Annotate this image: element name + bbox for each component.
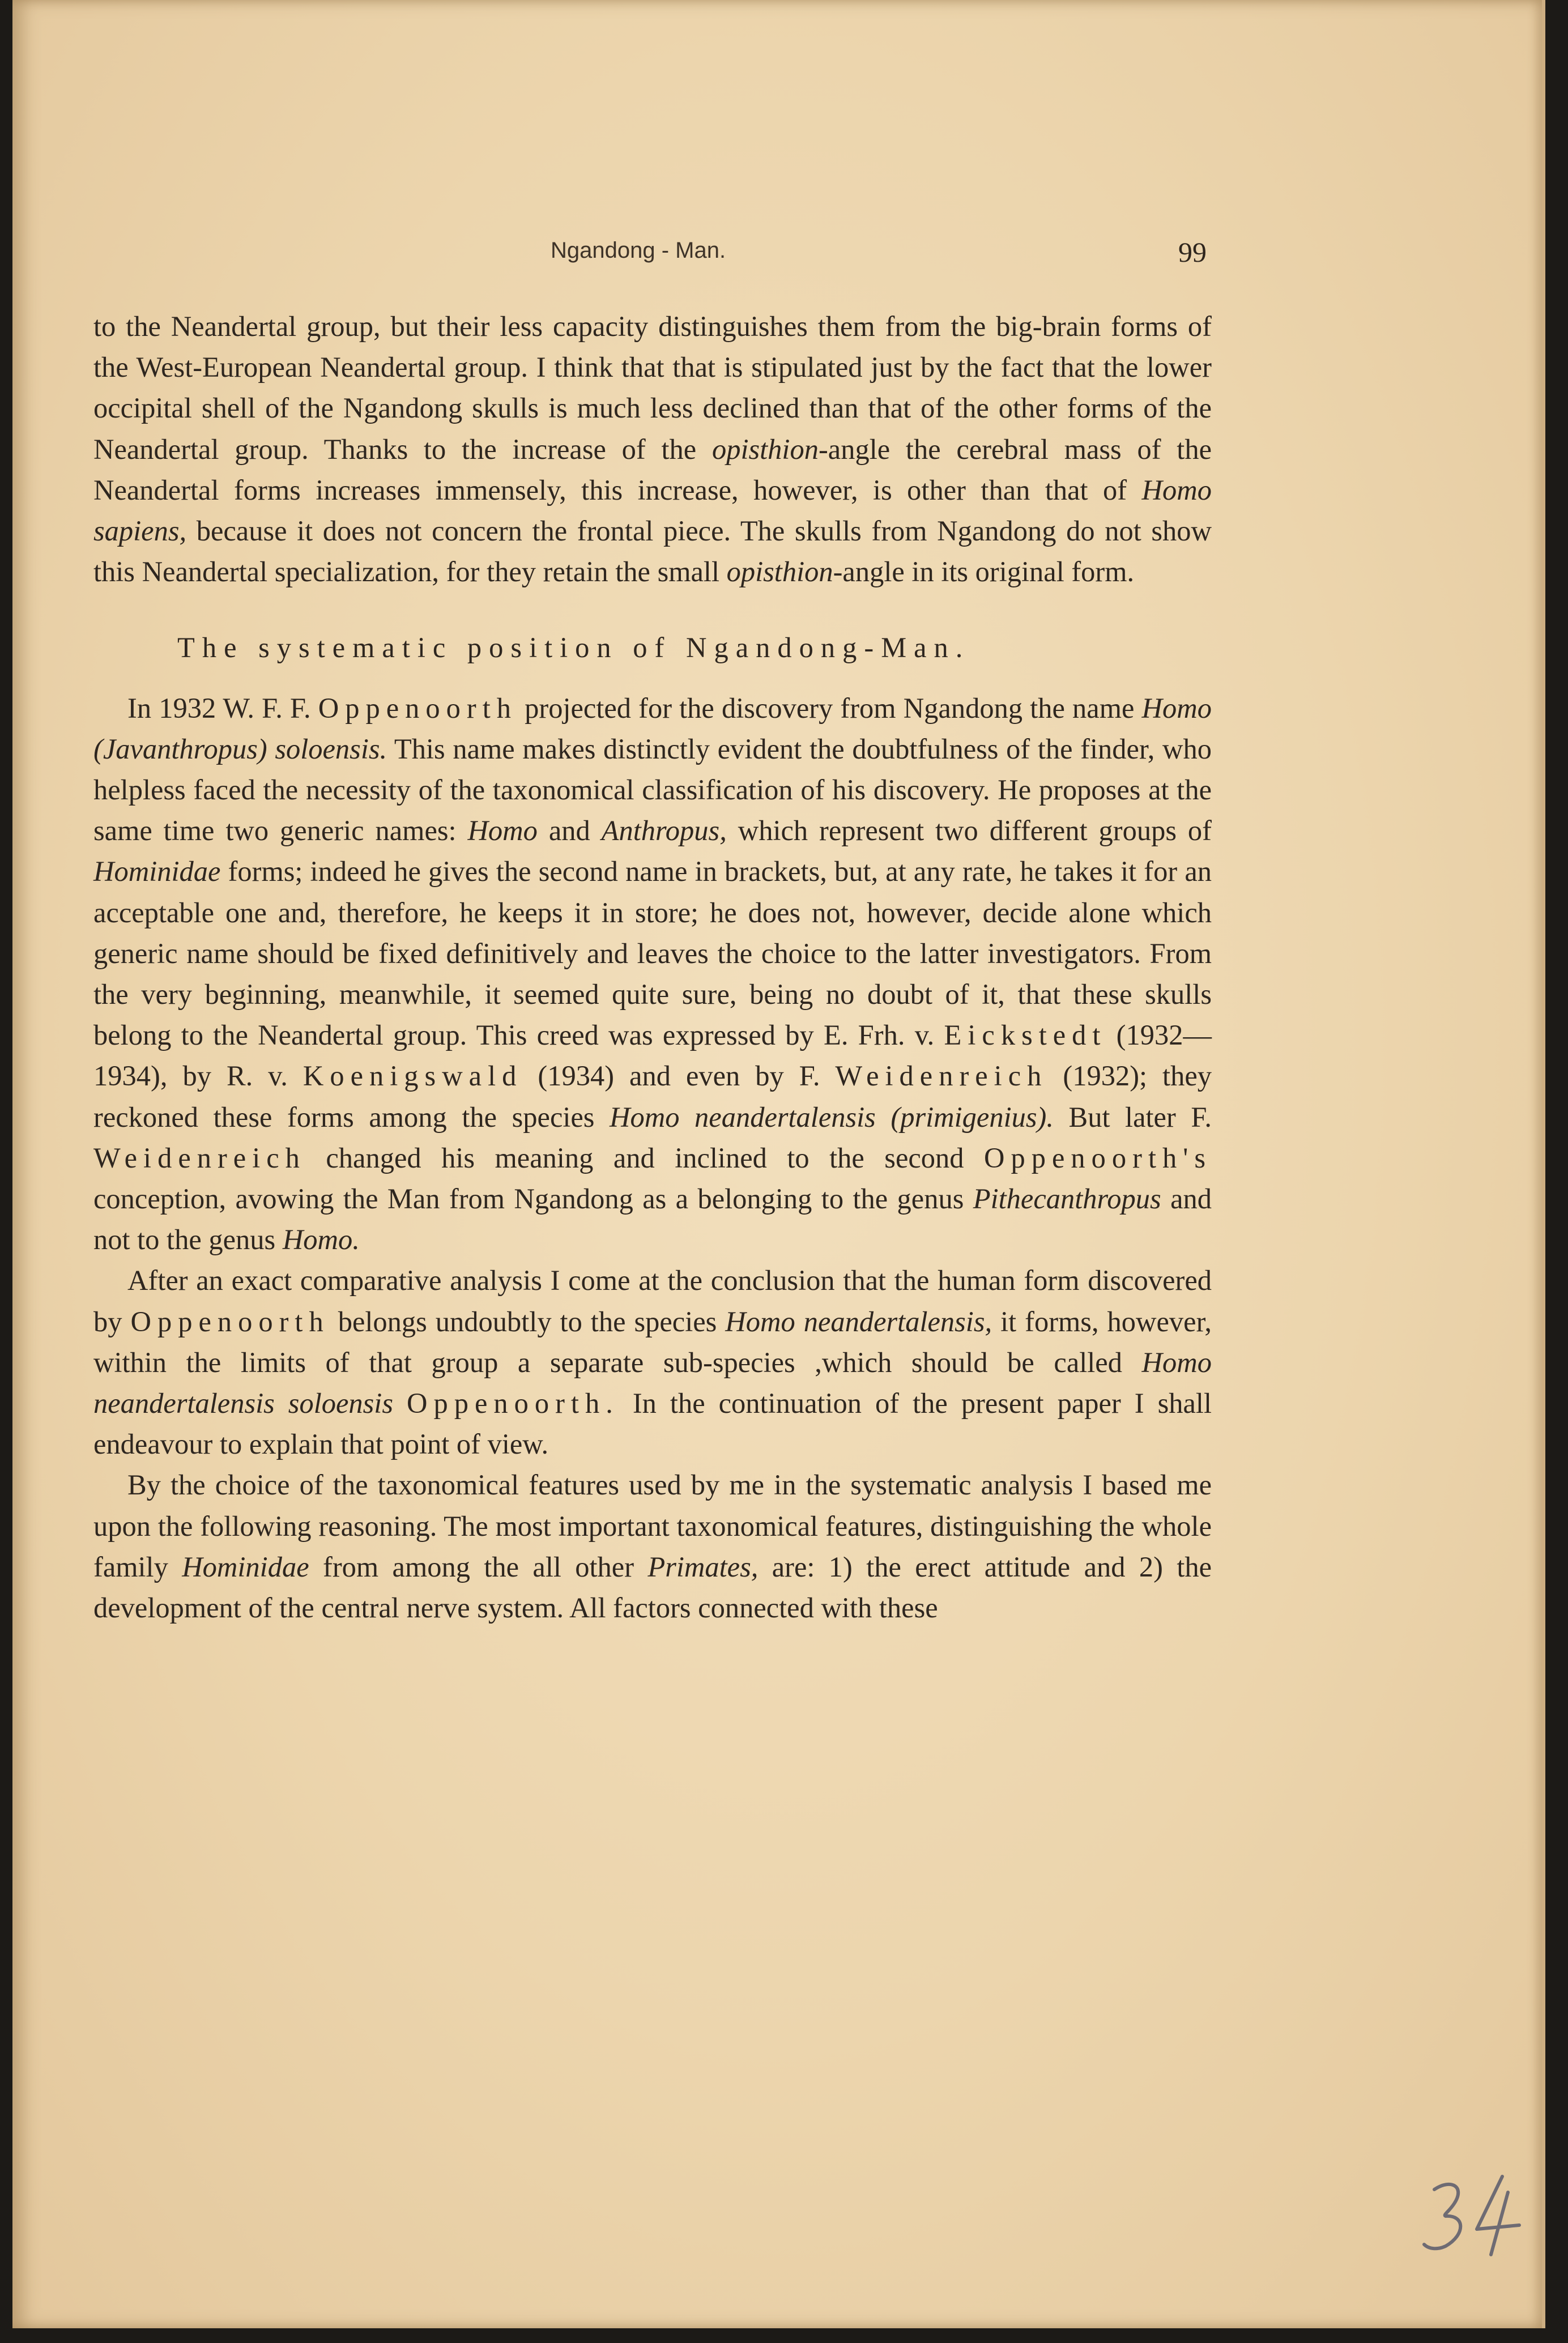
section-heading: The systematic position of Ngandong-Man. bbox=[177, 632, 970, 664]
text-run: are: 1) the erect attitude and 2) the development of the central nerve system. All factors connected with these bbox=[93, 1550, 1212, 1624]
handwritten-folio-number bbox=[1412, 2170, 1531, 2260]
author-name: Oppenoorth bbox=[130, 1305, 330, 1337]
italic-term: Anthropus, bbox=[601, 815, 727, 847]
text-run: forms; indeed he gives the second name in brackets, but, at any rate, he takes it for an acceptable one and, therefore, he keeps it in store; he does not, however, decide alone which generic name should be fixed definitively and leaves the choice to the latter investigators. From the very beginning, meanwhile, it seemed quite sure, being no doubt of it, that these skulls belong to the Neandertal group. This creed was expressed by E. Frh. v. bbox=[93, 855, 1212, 1051]
text-run: In the continuation of the present paper I shall endeavour to explain that point of view. bbox=[93, 1387, 1212, 1460]
text-run: and not to the genus bbox=[93, 1183, 1212, 1256]
text-run: (1932); they reckoned these forms among the species bbox=[93, 1060, 1212, 1133]
italic-term: Primates, bbox=[647, 1550, 759, 1583]
text-run: projected for the discovery from Ngandong the name bbox=[517, 692, 1142, 724]
text-run bbox=[393, 1387, 407, 1419]
text-run: to the Neandertal group, but their less capacity distinguishes them from the big-brain forms of the West-European Neandertal group. I think that that is stipulated just by the fact that the lower occipital shell of the Ngandong skulls is much less declined than that of the other forms of the Neandertal group. Thanks to the increase of the bbox=[93, 310, 1212, 465]
running-title: Ngandong - Man. bbox=[551, 238, 726, 263]
italic-term: Pithecanthropus bbox=[973, 1183, 1161, 1215]
italic-term: Homo. bbox=[282, 1224, 360, 1256]
text-run: -angle in its original form. bbox=[833, 556, 1135, 588]
text-run: which represent two different groups of bbox=[726, 815, 1212, 847]
italic-term: Homo neandertalensis soloensis bbox=[93, 1346, 1212, 1420]
paragraph-3 bbox=[93, 1260, 1212, 1464]
author-name: Weidenreich bbox=[835, 1060, 1048, 1092]
italic-term: opisthion bbox=[711, 433, 819, 465]
body-text bbox=[93, 306, 1212, 1628]
text-run: (1932—1934), by R. v. bbox=[93, 1019, 1212, 1092]
text-run: In 1932 W. F. F. bbox=[127, 692, 318, 724]
italic-term: Hominidae bbox=[182, 1550, 309, 1583]
text-run: This name makes distinctly evident the doubtfulness of the finder, who helpless faced the necessity of the taxonomical classification of his discovery. He proposes at the same time two generic names: bbox=[93, 732, 1212, 847]
author-name: Oppenoorth bbox=[318, 692, 518, 724]
paragraph-1 bbox=[93, 306, 1212, 592]
author-name: Weidenreich bbox=[93, 1141, 306, 1174]
text-run: it forms, however, within the limits of that group a separate sub-species ,which should be called bbox=[93, 1305, 1212, 1378]
paragraph-4 bbox=[93, 1464, 1212, 1628]
text-run: conception, avowing the Man from Ngandong as a belonging to the genus bbox=[93, 1183, 973, 1215]
paragraph-2 bbox=[93, 688, 1212, 1260]
text-run: After an exact comparative analysis I come at the conclusion that the human form discovered by bbox=[93, 1264, 1212, 1337]
italic-term: Homo sapiens, bbox=[93, 474, 1212, 547]
text-run: But later F. bbox=[1053, 1101, 1212, 1133]
author-name: Oppenoorth's bbox=[984, 1141, 1212, 1174]
author-name: Eickstedt bbox=[944, 1019, 1107, 1051]
book-page bbox=[12, 0, 1545, 2328]
text-run: By the choice of the taxonomical features used by me in the systematic analysis I based me upon the following reasoning. The most important taxonomical features, distinguishing the whole family bbox=[93, 1469, 1212, 1583]
text-run: because it does not concern the frontal piece. The skulls from Ngandong do not show this Neandertal specialization, for they retain the small bbox=[93, 515, 1212, 588]
italic-term: opisthion bbox=[726, 556, 833, 588]
italic-term: Homo neandertalensis, bbox=[725, 1305, 992, 1337]
author-name: Koenigswald bbox=[302, 1060, 523, 1092]
text-run: and bbox=[537, 815, 602, 847]
running-head bbox=[12, 232, 1542, 272]
italic-term: Homo (Javanthropus) soloensis. bbox=[93, 692, 1212, 765]
text-run: -angle the cerebral mass of the Neandertal forms increases immensely, this increase, however, is other than that of bbox=[93, 433, 1212, 506]
text-run: from among the all other bbox=[309, 1550, 648, 1583]
author-name: Oppenoorth. bbox=[406, 1387, 619, 1420]
italic-term: Homo bbox=[467, 815, 538, 847]
text-run: (1934) and even by F. bbox=[522, 1060, 836, 1092]
italic-term: Homo neandertalensis (primigenius). bbox=[610, 1101, 1054, 1133]
text-run: changed his meaning and inclined to the second bbox=[305, 1141, 985, 1174]
italic-term: Hominidae bbox=[93, 855, 221, 888]
text-run: belongs undoubtly to the species bbox=[329, 1305, 726, 1337]
page-number: 99 bbox=[1178, 236, 1207, 268]
